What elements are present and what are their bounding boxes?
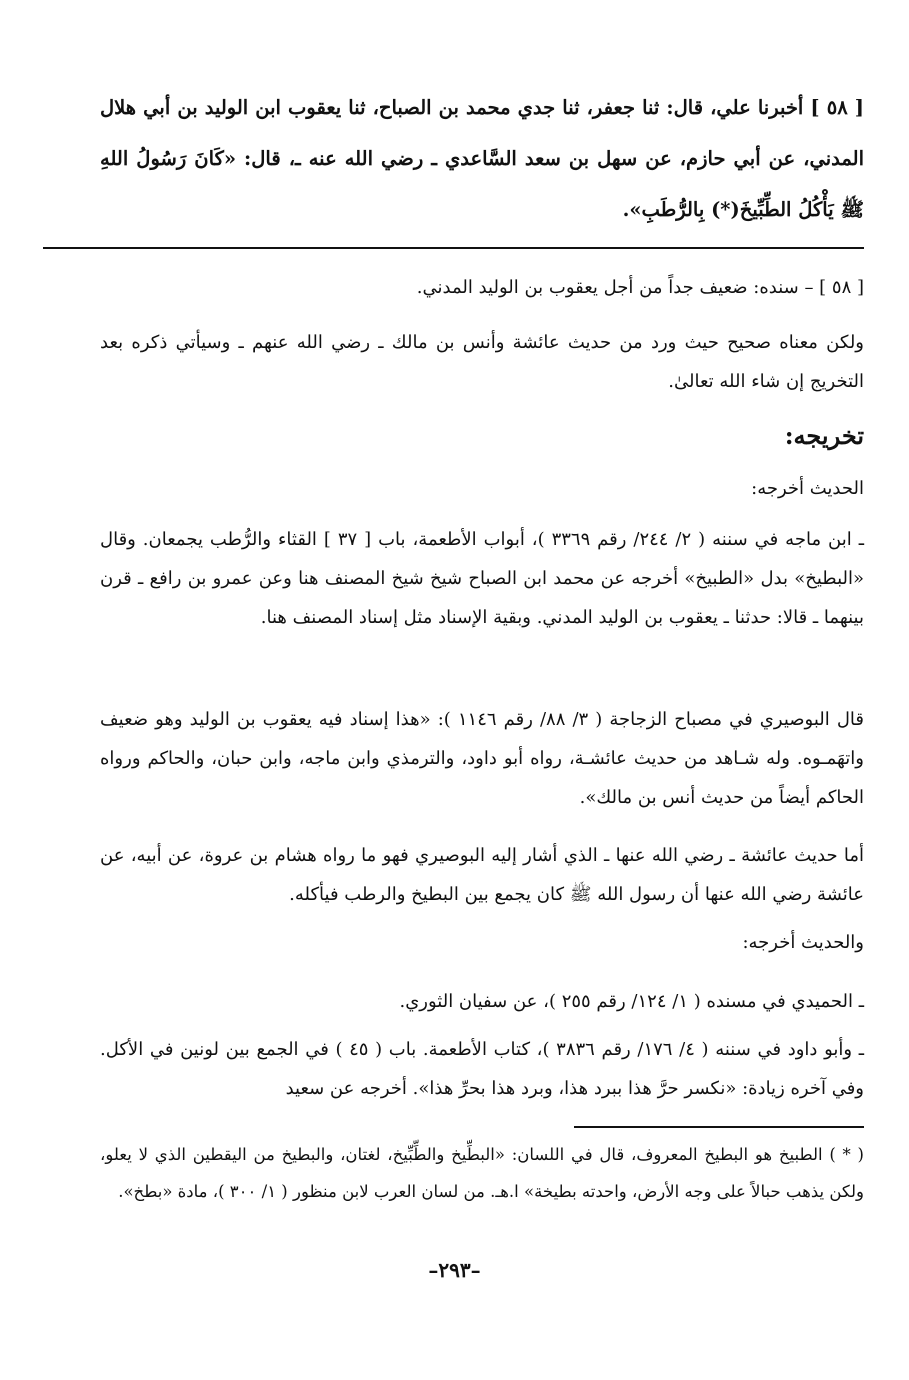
abu-dawud-paragraph: ـ وأبو داود في سننه ( ٤/ ١٧٦/ رقم ٣٨٣٦ )، كتاب الأطعمة. باب ( ٤٥ ) في الجمع بين لونين في الأكل. وفي آخره زيادة: «نكسر حرَّ هذا ببرد هذا، وبرد هذا بحرِّ هذا». أخرجه عن سعيد <box>100 1039 864 1099</box>
page-number: –٢٩٣– <box>428 1258 481 1282</box>
sources-label-2: والحديث أخرجه: <box>742 932 864 953</box>
section-divider <box>43 247 864 249</box>
footnote-divider <box>574 1126 864 1128</box>
aisha-paragraph: أما حديث عائشة ـ رضي الله عنها ـ الذي أشار إليه البوصيري فهو ما رواه هشام بن عروة، عن أبيه، عن عائشة رضي الله عنها أن رسول الله ﷺ كان يجمع بين البطيخ والرطب فيأكله. <box>100 845 864 905</box>
meaning-note: ولكن معناه صحيح حيث ورد من حديث عائشة وأنس بن مالك ـ رضي الله عنهم ـ وسيأتي ذكره بعد التخريج إن شاء الله تعالىٰ. <box>100 332 864 392</box>
isnad-note: [ ٥٨ ] – سنده: ضعيف جداً من أجل يعقوب بن الوليد المدني. <box>416 277 864 298</box>
busiri-paragraph: قال البوصيري في مصباح الزجاجة ( ٣/ ٨٨/ رقم ١١٤٦ ): «هذا إسناد فيه يعقوب بن الوليد وهو ضعيف واتهَمـوه. وله شـاهد من حديث عائشـة، رواه أبو داود، والترمذي وابن ماجه، وابن حبان، والحاكم ورواه الحاكم أيضاً من حديث أنس بن مالك». <box>100 709 865 808</box>
sources-label: الحديث أخرجه: <box>751 478 864 499</box>
humaydi-paragraph: ـ الحميدي في مسنده ( ١/ ١٢٤/ رقم ٢٥٥ )، عن سفيان الثوري. <box>399 991 864 1012</box>
ibn-majah-paragraph: ـ ابن ماجه في سننه ( ٢/ ٢٤٤/ رقم ٣٣٦٩ )، أبواب الأطعمة، باب [ ٣٧ ] القثاء والرُّطب يجمعان. وقال «البطيخ» بدل «الطبيخ» أخرجه عن محمد ابن الصباح شيخ شيخ المصنف هنا وعن عمرو بن رافع ـ قرن بينهما ـ قالا: حدثنا ـ يعقوب بن الوليد المدني. وبقية الإسناد مثل إسناد المصنف هنا. <box>100 529 864 628</box>
takhrij-heading: تخريجه: <box>784 421 864 450</box>
footnote: ( * ) الطبيخ هو البطيخ المعروف، قال في اللسان: «البطِّيخ والطِّبِّيخ، لغتان، والبطيخ من اليقطين الذي لا يعلو، ولكن يذهب حبالاً على وجه الأرض، واحدته بطيخة» ا.هـ. من لسان العرب لابن منظور ( ١/ ٣٠٠ )، مادة «بطخ». <box>100 1145 864 1201</box>
hadith-text: [ ٥٨ ] أخبرنا علي، قال: ثنا جعفر، ثنا جدي محمد بن الصباح، ثنا يعقوب ابن الوليد بن أبي هلال المدني، عن أبي حازم، عن سهل بن سعد السَّاعدي ـ رضي الله عنه ـ، قال: «كَانَ رَسُولُ اللهِ ﷺ يَأْكُلُ الطِّبِّيخَ(*) بِالرُّطَبِ». <box>100 96 864 221</box>
